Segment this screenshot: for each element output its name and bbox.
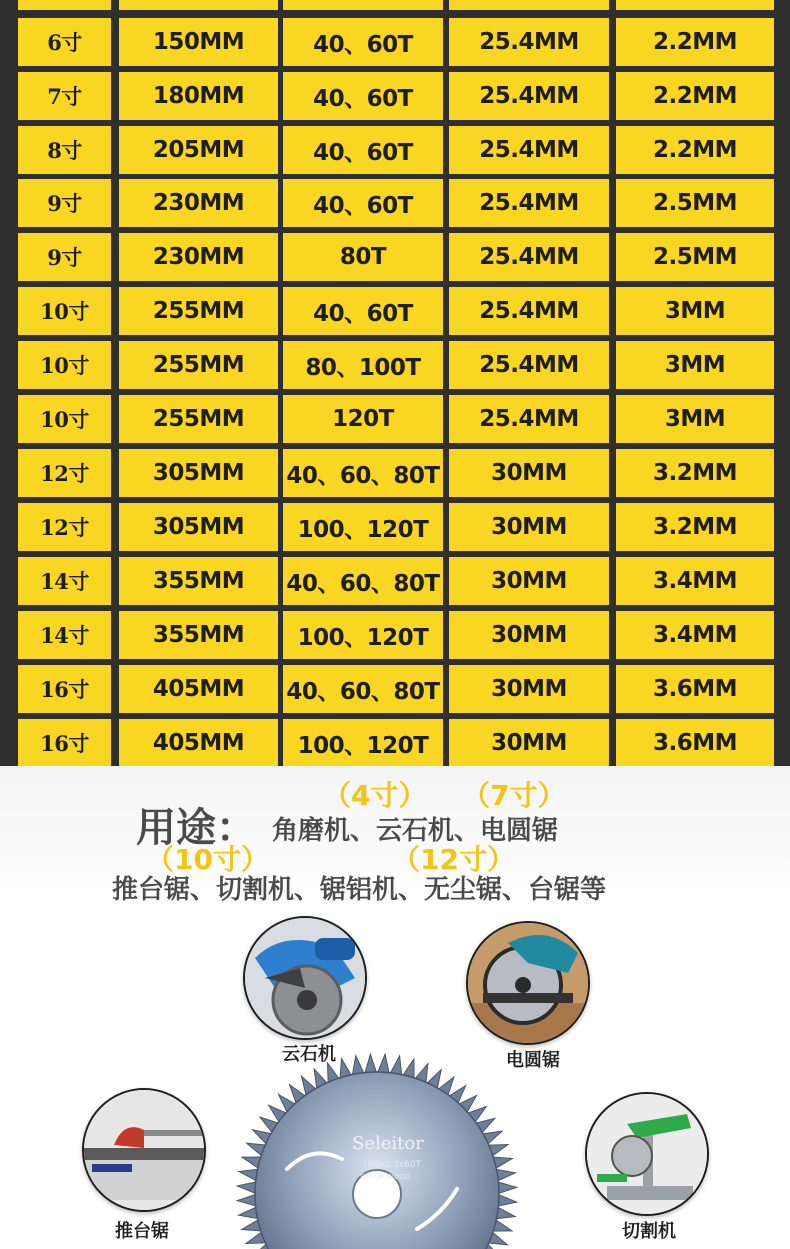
teeth-cell: 40、60、80T [283, 665, 443, 713]
size-cell: 9寸 [18, 179, 111, 227]
diameter-cell: 405MM [119, 719, 278, 767]
table-saw-image [82, 1088, 206, 1212]
marble-cutter-label: 云石机 [282, 1044, 336, 1065]
diameter-cell: 255MM [119, 341, 278, 389]
bore-cell: 25.4MM [449, 341, 609, 389]
table-row [0, 287, 790, 335]
bore-cell: 25.4MM [449, 179, 609, 227]
table-row [0, 18, 790, 66]
size-cell: 12寸 [18, 449, 111, 497]
thickness-cell: 2.2MM [616, 72, 774, 120]
size-cell: 10寸 [18, 395, 111, 443]
bore-cell: 25.4MM [449, 287, 609, 335]
diameter-cell: 355MM [119, 611, 278, 659]
thickness-cell: 2.5MM [616, 179, 774, 227]
diameter-cell: 305MM [119, 449, 278, 497]
usage-line-1: 角磨机、云石机、电圆锯 [272, 816, 559, 846]
diameter-cell: 255MM [119, 395, 278, 443]
size-cell: 16寸 [18, 719, 111, 767]
miter-saw-label: 切割机 [622, 1221, 676, 1242]
marble-cutter-image [243, 916, 367, 1040]
circular-saw-label: 电圆锯 [506, 1050, 560, 1071]
thickness-cell: 2.2MM [616, 18, 774, 66]
teeth-cell: 120T [283, 395, 443, 443]
thickness-cell: 3.2MM [616, 503, 774, 551]
usage-section [0, 766, 790, 1249]
teeth-cell: 40、60T [283, 287, 443, 335]
teeth-cell: 80、100T [283, 341, 443, 389]
bore-cell: 25.4MM [449, 72, 609, 120]
diameter-cell: 255MM [119, 287, 278, 335]
thickness-cell: 2.2MM [616, 126, 774, 174]
table-row [0, 665, 790, 713]
teeth-cell: 40、60T [283, 72, 443, 120]
teeth-cell: 40、60T [283, 126, 443, 174]
blade-model: SLT-180WOOD [360, 1173, 411, 1181]
size-cell: 6寸 [18, 18, 111, 66]
miter-saw-image [585, 1092, 709, 1216]
table-row [0, 719, 790, 767]
diameter-cell: 205MM [119, 126, 278, 174]
usage-label: 用途： [136, 805, 256, 851]
diameter-cell: 305MM [119, 503, 278, 551]
thickness-cell: 3.6MM [616, 665, 774, 713]
diameter-cell: 150MM [119, 18, 278, 66]
bore-cell: 30MM [449, 503, 609, 551]
bore-cell: 30MM [449, 719, 609, 767]
thickness-cell: 3MM [616, 287, 774, 335]
teeth-cell [283, 0, 443, 10]
teeth-cell: 40、60T [283, 18, 443, 66]
diameter-cell: 355MM [119, 557, 278, 605]
blade-brand: Seleitor [352, 1133, 424, 1154]
table-row [0, 0, 790, 10]
table-row [0, 395, 790, 443]
table-row [0, 72, 790, 120]
table-row [0, 611, 790, 659]
thickness-cell: 3MM [616, 395, 774, 443]
table-saw-label: 推台锯 [115, 1221, 169, 1242]
teeth-cell: 40、60、80T [283, 557, 443, 605]
teeth-cell: 40、60、80T [283, 449, 443, 497]
size-cell [18, 0, 111, 10]
size-cell: 14寸 [18, 557, 111, 605]
table-row [0, 341, 790, 389]
size-cell: 9寸 [18, 233, 111, 281]
size-cell: 7寸 [18, 72, 111, 120]
size-cell: 8寸 [18, 126, 111, 174]
thickness-cell [616, 0, 774, 10]
bore-cell: 25.4MM [449, 18, 609, 66]
bore-cell [449, 0, 609, 10]
bore-cell: 30MM [449, 557, 609, 605]
table-row [0, 126, 790, 174]
diameter-cell: 405MM [119, 665, 278, 713]
size-cell: 12寸 [18, 503, 111, 551]
teeth-cell: 100、120T [283, 503, 443, 551]
bore-cell: 30MM [449, 665, 609, 713]
saw-blade-image [232, 1049, 522, 1249]
size-cell: 10寸 [18, 287, 111, 335]
size-tag-4: （4寸） [323, 779, 427, 812]
circular-saw-image [466, 921, 590, 1045]
usage-line-2: 推台锯、切割机、锯铝机、无尘锯、台锯等 [112, 875, 607, 905]
thickness-cell: 3.6MM [616, 719, 774, 767]
size-cell: 16寸 [18, 665, 111, 713]
bore-cell: 25.4MM [449, 233, 609, 281]
thickness-cell: 3MM [616, 341, 774, 389]
table-row [0, 557, 790, 605]
table-row [0, 233, 790, 281]
diameter-cell: 230MM [119, 233, 278, 281]
teeth-cell: 40、60T [283, 179, 443, 227]
size-cell: 14寸 [18, 611, 111, 659]
blade-spec: 180x2.3x60T [362, 1160, 422, 1170]
bore-cell: 25.4MM [449, 395, 609, 443]
size-tag-10: （10寸） [146, 843, 269, 876]
size-tag-7: （7寸） [462, 779, 566, 812]
size-tag-12: （12寸） [392, 843, 515, 876]
diameter-cell: 230MM [119, 179, 278, 227]
thickness-cell: 2.5MM [616, 233, 774, 281]
bore-cell: 30MM [449, 611, 609, 659]
table-row [0, 449, 790, 497]
bore-cell: 25.4MM [449, 126, 609, 174]
thickness-cell: 3.4MM [616, 611, 774, 659]
size-cell: 10寸 [18, 341, 111, 389]
diameter-cell: 180MM [119, 72, 278, 120]
teeth-cell: 100、120T [283, 611, 443, 659]
thickness-cell: 3.4MM [616, 557, 774, 605]
diameter-cell [119, 0, 278, 10]
table-row [0, 179, 790, 227]
teeth-cell: 100、120T [283, 719, 443, 767]
bore-cell: 30MM [449, 449, 609, 497]
thickness-cell: 3.2MM [616, 449, 774, 497]
teeth-cell: 80T [283, 233, 443, 281]
table-row [0, 503, 790, 551]
